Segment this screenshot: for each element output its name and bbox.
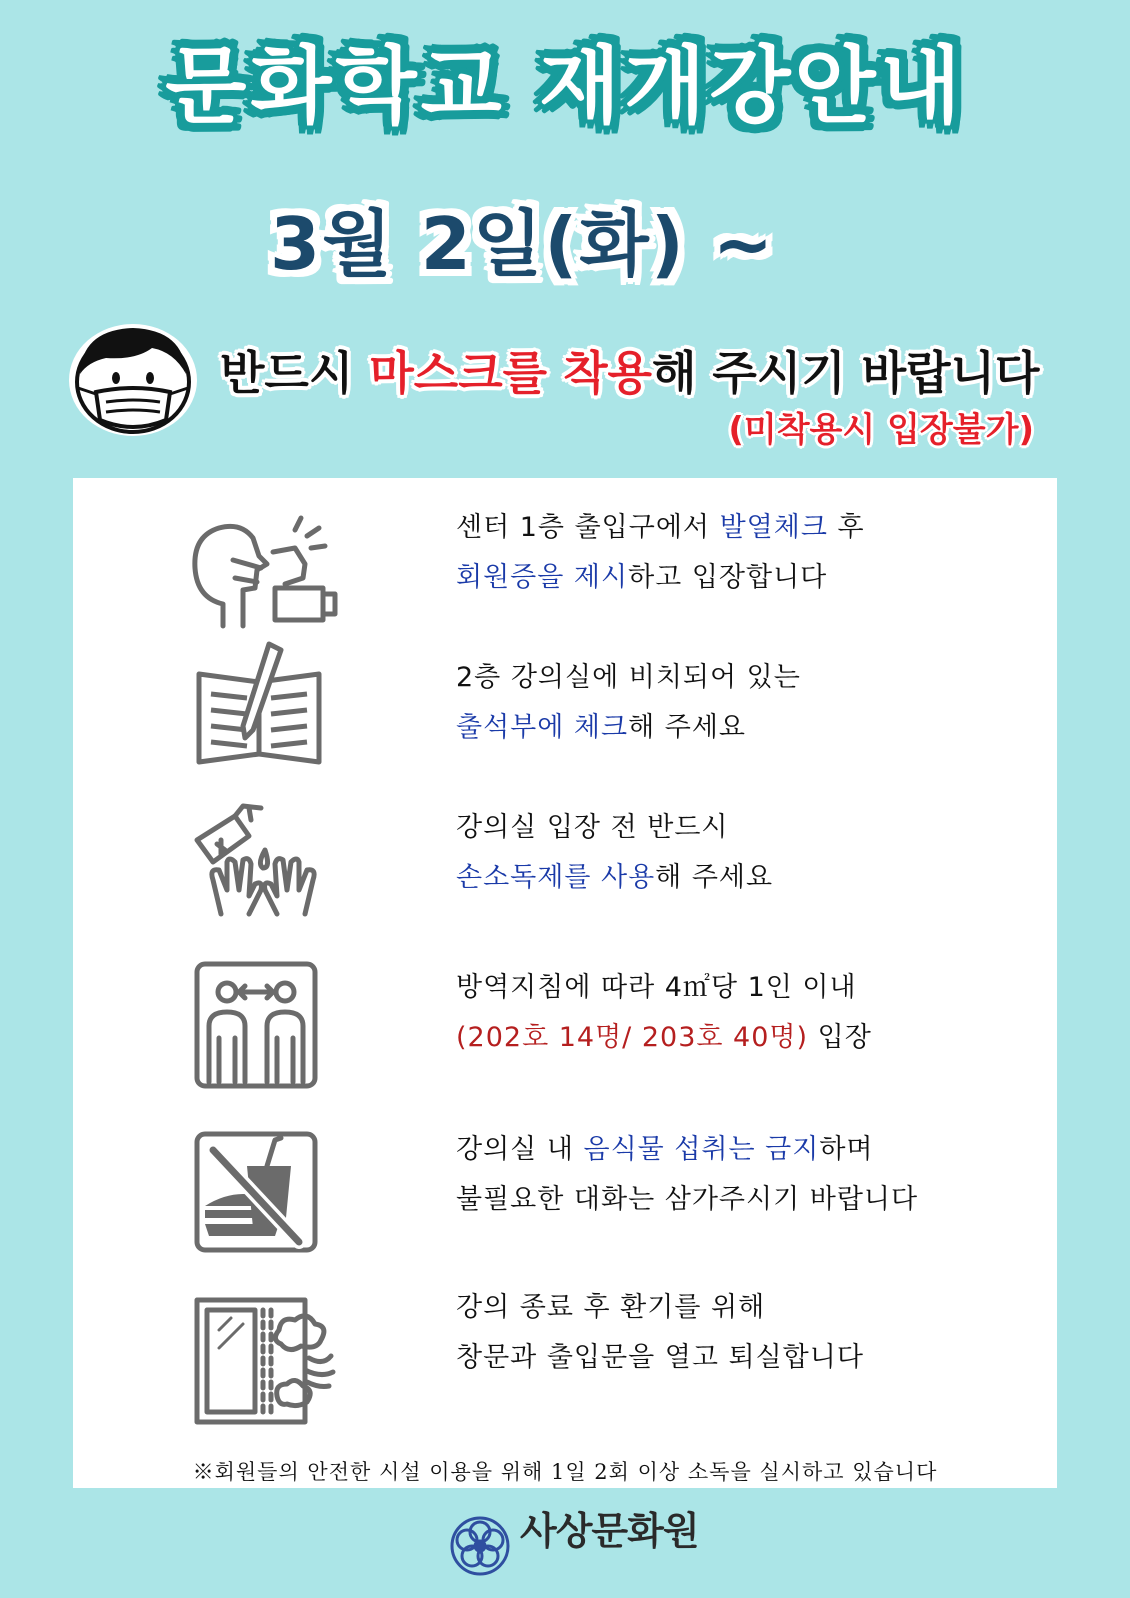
rule-1-text-b: 발열체크 <box>719 512 828 543</box>
logo-text-1: 사상 <box>520 1509 592 1553</box>
reopen-date: 3월 2일(화) ~ <box>270 202 776 286</box>
rule-1-line-2 <box>456 562 827 594</box>
rule-4-text-b: (202호 14명/ 203호 40명) <box>456 1022 809 1053</box>
masked-face-icon <box>66 318 200 438</box>
rule-5-line-1 <box>456 1134 874 1166</box>
rule-2-text-a: 2층 강의실에 비치되어 있는 <box>456 662 801 693</box>
rule-5-line-2 <box>456 1184 918 1216</box>
cultural-center-emblem-icon <box>448 1514 512 1578</box>
hand-sanitizer-icon <box>183 796 343 926</box>
no-food-icon <box>183 1130 343 1260</box>
social-distance-icon <box>183 960 343 1090</box>
thermometer-check-icon <box>183 508 343 638</box>
mask-instruction <box>220 348 1040 399</box>
disinfection-footnote: ※회원들의 안전한 시설 이용을 위해 1일 2회 이상 소독을 실시하고 있습니다 <box>192 1460 938 1484</box>
rule-3-text-b: 손소독제를 사용 <box>456 862 656 893</box>
rule-3-text-a: 강의실 입장 전 반드시 <box>456 812 729 843</box>
rule-5-text-c: 하며 <box>819 1134 874 1165</box>
mask-text-2: 해 주시기 바랍니다 <box>651 346 1040 400</box>
rule-6-text-a: 강의 종료 후 환기를 위해 <box>456 1292 766 1323</box>
rule-5-text-b: 음식물 섭취는 금지 <box>583 1134 820 1165</box>
mask-text-1: 반드시 <box>220 346 370 400</box>
rule-1-text-d: 회원증을 제시 <box>456 562 629 593</box>
logo-text-2: 문화원 <box>591 1509 699 1553</box>
open-window-ventilation-icon <box>183 1296 343 1426</box>
rule-3-text-c: 해 주세요 <box>655 862 774 893</box>
rule-1-text-c: 후 <box>827 512 865 543</box>
rule-6-line-1 <box>456 1292 765 1324</box>
mask-text-highlight: 마스크를 착용 <box>369 346 652 400</box>
rule-4-text-c: 입장 <box>808 1022 872 1053</box>
rule-5-text-a: 강의실 내 <box>456 1134 584 1165</box>
rule-4-line-1 <box>456 972 857 1004</box>
rule-2-text-b: 출석부에 체크 <box>456 712 629 743</box>
rule-6-text-b: 창문과 출입문을 열고 퇴실합니다 <box>456 1342 864 1373</box>
rule-4-text-a: 방역지침에 따라 4㎡당 1인 이내 <box>456 972 857 1003</box>
rule-2-text-c: 해 주세요 <box>628 712 746 743</box>
organization-logo <box>520 1509 699 1553</box>
page-title: 문화학교 재개강안내 <box>165 37 965 135</box>
rule-5-text-d: 불필요한 대화는 삼가주시기 바랍니다 <box>456 1184 919 1215</box>
rule-1-text-a: 센터 1층 출입구에서 <box>456 512 720 543</box>
rule-2-line-1 <box>456 662 801 694</box>
rules-panel <box>73 478 1057 1488</box>
rule-2-line-2 <box>456 712 746 744</box>
rule-6-line-2 <box>456 1342 864 1374</box>
rule-1-text-e: 하고 입장합니다 <box>628 562 828 593</box>
rule-1-line-1 <box>456 512 865 544</box>
rule-3-line-1 <box>456 812 729 844</box>
mask-note: (미착용시 입장불가) <box>728 410 1034 450</box>
attendance-book-pen-icon <box>183 638 343 768</box>
rule-4-line-2 <box>456 1022 872 1054</box>
rule-3-line-2 <box>456 862 773 894</box>
